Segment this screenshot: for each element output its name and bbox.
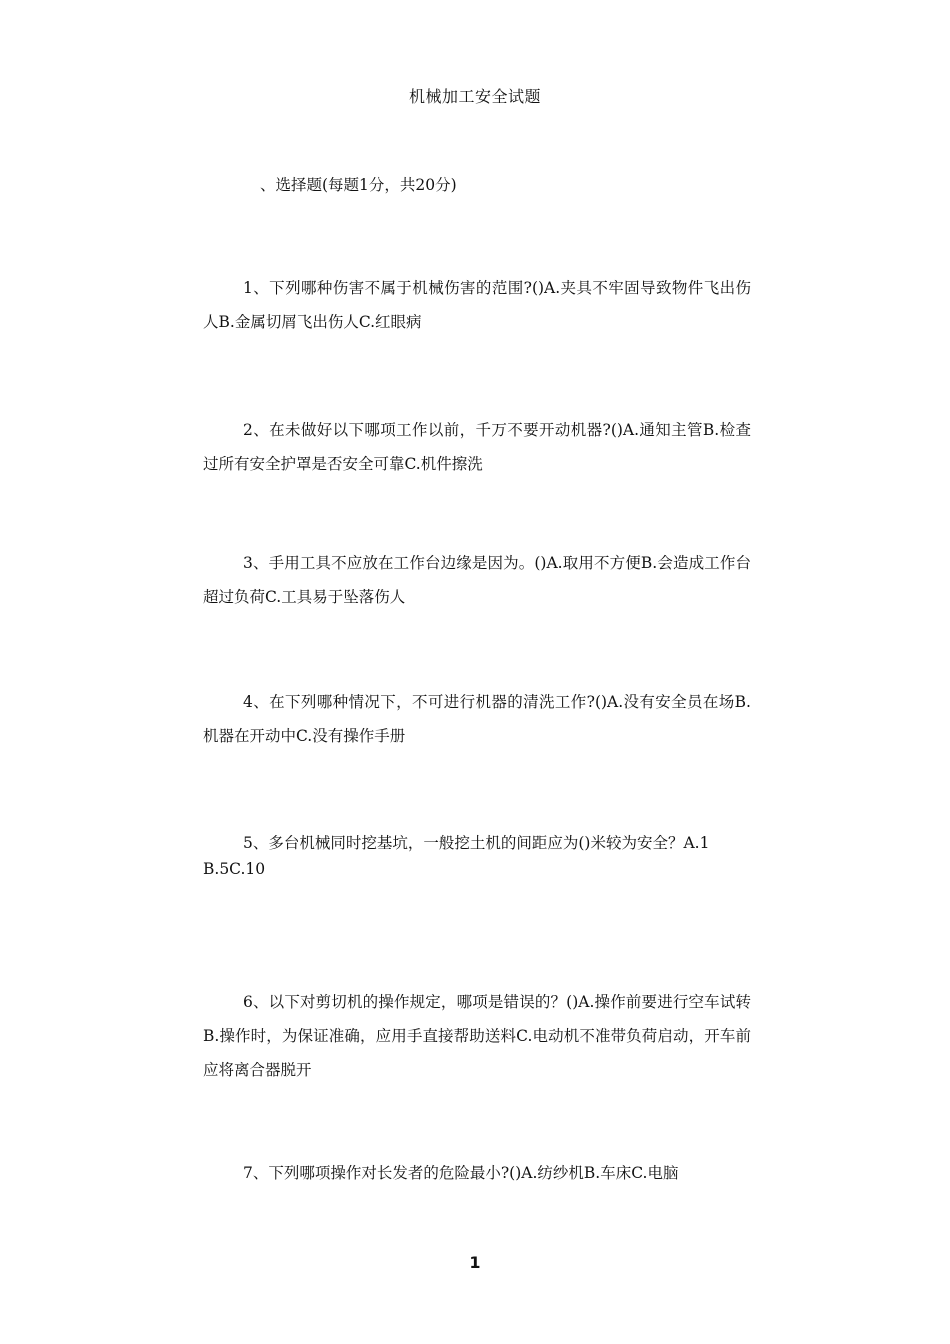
question-5 [203, 830, 751, 882]
question-1: 1、下列哪种伤害不属于机械伤害的范围?()A.夹具不牢固导致物件飞出伤人B.金属切屑飞出伤人C.红眼病 [203, 279, 751, 331]
section-heading: 、选择题(每题1分，共20分) [260, 176, 457, 194]
question-6: 6、以下对剪切机的操作规定，哪项是错误的？()A.操作前要进行空车试转B.操作时，为保证准确，应用手直接帮助送料C.电动机不准带负荷启动，开车前应将离合器脱开 [203, 993, 751, 1079]
question-4: 4、在下列哪种情况下，不可进行机器的清洗工作?()A.没有安全员在场B.机器在开动中C.没有操作手册 [203, 693, 751, 745]
question-2: 2、在未做好以下哪项工作以前，千万不要开动机器?()A.通知主管B.检查过所有安全护罩是否安全可靠C.机件擦洗 [203, 421, 751, 473]
question-7: 7、下列哪项操作对长发者的危险最小?()A.纺纱机B.车床C.电脑 [243, 1164, 679, 1182]
question-3: 3、手用工具不应放在工作台边缘是因为。()A.取用不方便B.会造成工作台超过负荷C.工具易于坠落伤人 [203, 554, 751, 606]
page-number: 1 [469, 1253, 481, 1272]
document-title: 机械加工安全试题 [408, 87, 541, 106]
question-5-text: 5、多台机械同时挖基坑，一般挖土机的间距应为()米较为安全？A.1 [243, 834, 710, 852]
question-5-continuation: B.5C.10 [203, 860, 266, 878]
